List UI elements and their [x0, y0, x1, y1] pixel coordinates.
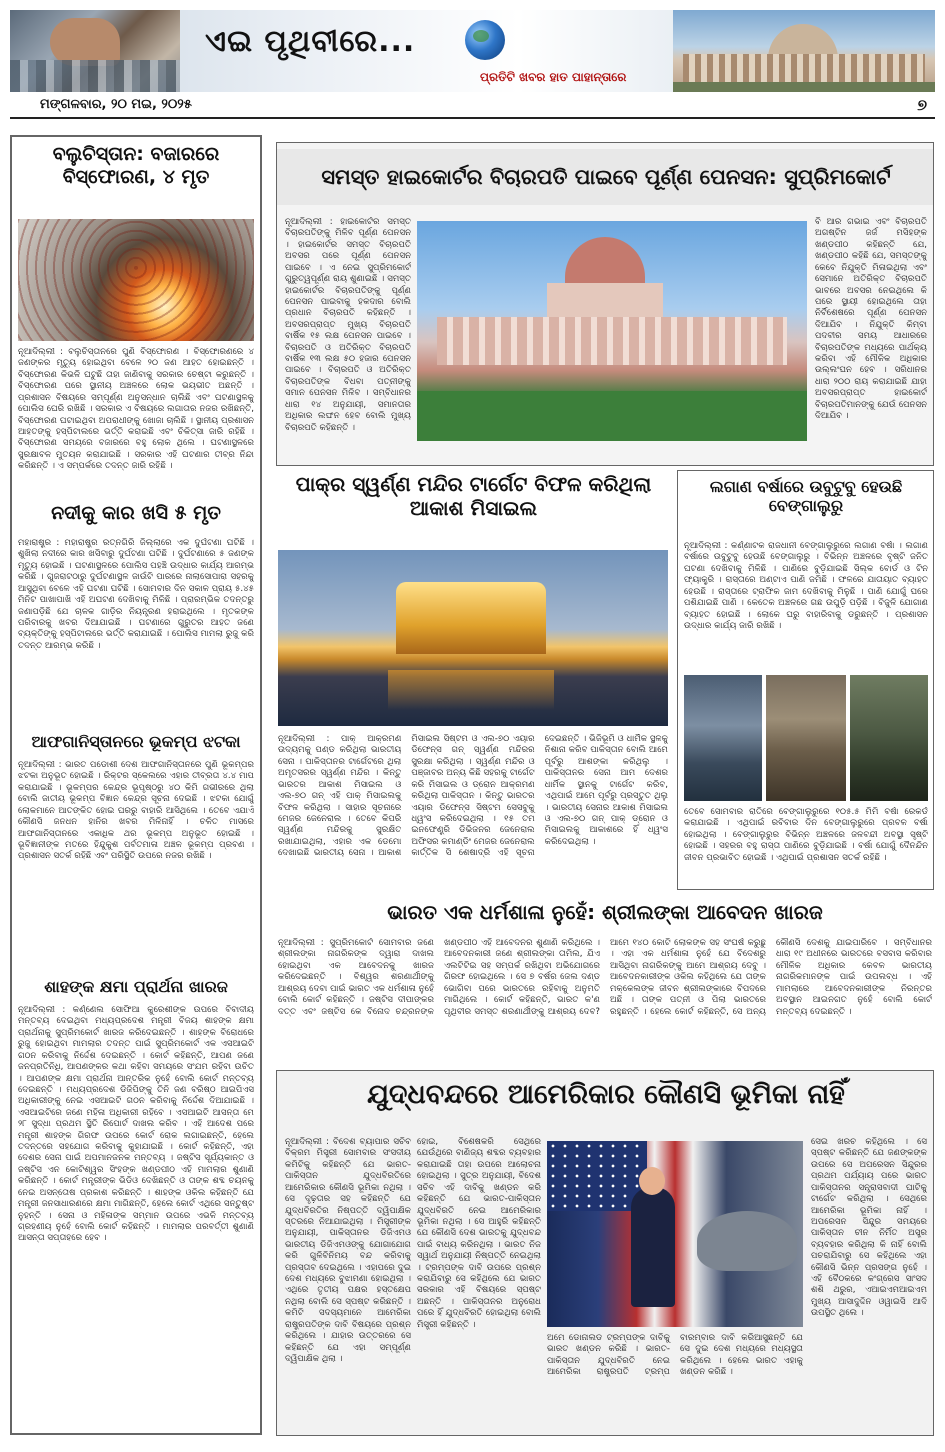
article-pension [276, 142, 934, 466]
dateline: ମଙ୍ଗଳବାର, ୨୦ ମଇ, ୨୦୨୫ [40, 97, 192, 112]
article-afghan-quake [18, 732, 254, 966]
article-shah-apology [18, 977, 254, 1425]
body-shah-apology: ନୂଆଦିଲ୍ଲୀ : କର୍ଣ୍ଣେଲ ସୋଫିଆ କୁରେଶୀଙ୍କ ଉପରେ ବିବାଦୀୟ ମନ୍ତବ୍ୟ ଦେଇଥିବା ମଧ୍ୟପ୍ରଦେଶ ମନ୍ତ୍ରୀ ବିଜୟ ଶାହଙ୍କ କ୍ଷମା ପ୍ରାର୍ଥନାକୁ ସୁପ୍ରିମକୋର୍ଟ ଖାରଜ କରିଦେଇଛନ୍ତି । ଶାହଙ୍କ ବିରୋଧରେ ରୁଜୁ ହୋଇଥିବା ମାମଲାର ତଦନ୍ତ ପାଇଁ ସୁପ୍ରିମକୋର୍ଟ ଏକ ଏସଆଇଟି ଗଠନ କରିବାକୁ ନିର୍ଦ୍ଦେଶ ଦେଇଛନ୍ତି । କୋର୍ଟ କହିଛନ୍ତି, ଆପଣ ଜଣେ ଜନପ୍ରତିନିଧି, ଆପଣଙ୍କର କଥା କହିବା ସମୟରେ ସଂଯମ ରହିବା ଉଚିତ । ଆପଣଙ୍କ କ୍ଷମା ପ୍ରାର୍ଥନା ଆନ୍ତରିକ ନୁହେଁ ବୋଲି କୋର୍ଟ ମନ୍ତବ୍ୟ ଦେଇଛନ୍ତି । ମଧ୍ୟପ୍ରଦେଶ ଡିଜିପିଙ୍କୁ ତିନି ଜଣ ବରିଷ୍ଠ ଆଇପିଏସ ଅଧିକାରୀଙ୍କୁ ନେଇ ଏସଆଇଟି ଗଠନ କରିବାକୁ ନିର୍ଦ୍ଦେଶ ଦିଆଯାଇଛି । ଏସଆଇଟିରେ ଜଣେ ମହିଳା ଅଧିକାରୀ ରହିବେ । ଏସଆଇଟି ଆସନ୍ତା ମେ ୨୮ ସୁଦ୍ଧା ପ୍ରଥମ ସ୍ଥିତି ରିପୋର୍ଟ ଦାଖଲ କରିବ । ଏହି ଆଦେଶ ପରେ ମନ୍ତ୍ରୀ ଶାହଙ୍କ ଗିରଫ ଉପରେ କୋର୍ଟ ରୋକ ଲଗାଇଛନ୍ତି, ହେଲେ ତଦନ୍ତରେ ସହଯୋଗ କରିବାକୁ କୁହାଯାଇଛି । କୋର୍ଟ କହିଛନ୍ତି, ଏହା ଦେଶର ସେନା ପାଇଁ ଅପମାନଜନକ ମନ୍ତବ୍ୟ । ଜଷ୍ଟିସ ସୂର୍ଯ୍ୟକାନ୍ତ ଓ ଜଷ୍ଟିସ ଏନ କୋଟିଶ୍ୱର ସିଂହଙ୍କ ଖଣ୍ଡପୀଠ ଏହି ମାମଲାର ଶୁଣାଣି କରିଛନ୍ତି । କୋର୍ଟ ମନ୍ତ୍ରୀଙ୍କ ଭିଡିଓ ଦେଖିଛନ୍ତି ଓ ତାଙ୍କ ଶବ୍ଦ ଚୟନକୁ ନେଇ ଅସନ୍ତୋଷ ପ୍ରକାଶ କରିଛନ୍ତି । ଶାହଙ୍କ ଓକିଲ କହିଛନ୍ତି ଯେ ମନ୍ତ୍ରୀ ଜନସାଧାରଣରେ କ୍ଷମା ମାଗିଛନ୍ତି, ହେଲେ କୋର୍ଟ ଏଥିରେ ସନ୍ତୁଷ୍ଟ ନୁହନ୍ତି । ସେନା ଓ ମହିଳାଙ୍କ ସମ୍ମାନ ଉପରେ ଏଭଳି ମନ୍ତବ୍ୟ ଗ୍ରହଣୀୟ ନୁହେଁ ବୋଲି କୋର୍ଟ କହିଛନ୍ତି । ମାମଲାର ପରବର୍ତ୍ତୀ ଶୁଣାଣି ଆସନ୍ତା ସପ୍ତାହରେ ହେବ । [18, 1005, 254, 1244]
body-us-ceasefire-left: ନୂଆଦିଲ୍ଲୀ : ବିଦେଶ ବ୍ୟାପାର ସଚିବ ବିକ୍ରମ ମିସ୍ତ୍ରୀ ସୋମବାର ସଂସଦୀୟ କମିଟିକୁ କହିଛନ୍ତି ଯେ ଭାରତ-ପାକିସ୍ତାନ ଯୁଦ୍ଧବିରତିରେ ଆମେରିକାର କୌଣସି ଭୂମିକା ନଥିଲା । ସେ ଦୃଢ଼ତାର ସହ କହିଛନ୍ତି ଯେ ଯୁଦ୍ଧବିରତିର ନିଷ୍ପତ୍ତି ଦ୍ୱିପାକ୍ଷିକ ସ୍ତରରେ ନିଆଯାଇଥିଲା । ମିସ୍ତ୍ରୀଙ୍କ ଅନୁଯାୟୀ, ପାକିସ୍ତାନର ଡିଜିଏମଓ ଭାରତୀୟ ଡିଜିଏମଓଙ୍କୁ ଯୋଗାଯୋଗ କରି ଗୁଳିବିନିମୟ ବନ୍ଦ କରିବାକୁ ପ୍ରସ୍ତାବ ଦେଇଥିଲେ । ଏହାପରେ ଦୁଇ ଦେଶ ମଧ୍ୟରେ ବୁଝାମଣା ହୋଇଥିଲା । ଏଥିରେ ତୃତୀୟ ପକ୍ଷର ହସ୍ତକ୍ଷେପ ନଥିଲା ବୋଲି ସେ ସ୍ପଷ୍ଟ କରିଛନ୍ତି । କମିଟି ସଦସ୍ୟମାନେ ଆମେରିକା ରାଷ୍ଟ୍ରପତିଙ୍କ ଦାବି ବିଷୟରେ ପ୍ରଶ୍ନ କରିଥିଲେ । ଯାହାର ଉତ୍ତରରେ ସେ କହିଛନ୍ତି ଯେ ଏହା ସମ୍ପୂର୍ଣ୍ଣ ଦ୍ୱିପାକ୍ଷିକ ଥିଲା । [285, 1137, 411, 1365]
article-baluchistan [18, 143, 254, 497]
blast-photo [18, 219, 254, 341]
article-bengaluru-rain [677, 470, 934, 890]
golden-temple-photo [278, 550, 668, 726]
body-pension-right: ବି ଆର ଗଭାଇ ଏବଂ ବିଚାରପତି ଅଗଷ୍ଟିନ ଜର୍ଜ ମସିହଙ୍କ ଖଣ୍ଡପୀଠ କହିଛନ୍ତି ଯେ, ଖଣ୍ଡପୀଠ କହିଛି ଯେ, ସମସ୍ତଙ୍କୁ କେବେ ନିଯୁକ୍ତି ମିଳାଇଥିଲା ଏବଂ ସେମାନେ ଅତିରିକ୍ତ ବିଚାରପତି ଭାବରେ ଅବସର ନେଇଥିଲେ କି ପରେ ସ୍ଥାୟୀ ହୋଇଥିଲେ ତାହା ନିର୍ବିଶେଷରେ ପୂର୍ଣ୍ଣ ପେନସନ ଦିଆଯିବ । ନିଯୁକ୍ତି କିମ୍ବା ପଦବୀର ସମୟ ଆଧାରରେ ବିଚାରପତିଙ୍କ ମଧ୍ୟରେ ପାର୍ଥକ୍ୟ କରିବା ଏହି ମୌଳିକ ଅଧିକାର ଉଲ୍ଲଂଘନ ହେବ । ସରିଧାନର ଧାରା ୨୦୦ ରାୟ କରାଯାଇଛି ଯାହା ଅବସରପ୍ରାପ୍ତ ହାଇକୋର୍ଟ ବିଚାରପତିମାନଙ୍କୁ ଯେଉଁ ପେନସନ ଦିଆଯିବ । [815, 217, 927, 422]
body-bengaluru-rain: ନୂଆଦିଲ୍ଲୀ : କର୍ଣ୍ଣାଟକ ରାଜଧାନୀ ବେଙ୍ଗାଲୁରୁରେ ଲଗାଣ ବର୍ଷା । ଲଗାଣ ବର୍ଷାରେ ଉବୁଟୁବୁ ହେଉଛି ବେଙ୍ଗାଲୁରୁ । ବିଭିନ୍ନ ଅଞ୍ଚଳରେ ବୃଷ୍ଟି ଜନିତ ଘଟଣା ଦେଖିବାକୁ ମିଳିଛି । ପାଣିରେ ବୁଡ଼ିଯାଇଛି ସିଲ୍କ ବୋର୍ଡ ଓ ଟିନ ଫ୍ୟାକ୍ଟ୍ରି । ରାସ୍ତାରେ ଅଣ୍ଟାଏ ପାଣି ଜମିଛି । ଫଳରେ ଯାତାୟାତ ବ୍ୟାହତ ହେଉଛି । ରାସ୍ତାରେ ଟ୍ରାଫିକ ଜାମ ଦେଖିବାକୁ ମିଳୁଛି । ପାଣି ଯୋଗୁଁ ଘରେ ପଶିଯାଇଛି ପାଣି । କେତେକ ଅଞ୍ଚଳରେ ଗଛ ଉପୁଡ଼ି ପଡ଼ିଛି । ବିଜୁଳି ଯୋଗାଣ ବ୍ୟାହତ ହୋଇଛି । ଲୋକେ ଘରୁ ବାହାରିବାକୁ ଡରୁଛନ୍ତି । ପ୍ରଶାସନ ଉଦ୍ଧାର କାର୍ଯ୍ୟ ଜାରି ରଖିଛି । [684, 541, 928, 631]
body-us-ceasefire-right: ସେଇ ଖରଚ କହିଥିଲେ । ସେ ସ୍ପଷ୍ଟ କରିଛନ୍ତି ଯେ ଜଣଙ୍କଙ୍କ ଉପରେ ସେ ଅପରେସନ ସିନ୍ଦୁରର ପ୍ରଥମ ପର୍ଯ୍ୟାୟ ପରେ ଭାରତ ପାକିସ୍ତାନର ସନ୍ତ୍ରାସବାଦୀ ଘାଟିକୁ ଟାର୍ଗେଟ କରିଥିଲା । ସେଥିରେ ଆମେରିକା ଭୂମିକା ନାହିଁ । ଅପରେସନ ସିନ୍ଦୁର ସମୟରେ ପାକିସ୍ତାନ ଚୀନ ନିର୍ମିତ ଅସ୍ତ୍ର ବ୍ୟବହାର କରିଥିଲା କି ନାହିଁ ବୋଲି ପଚରାଯିବାରୁ ସେ କହିଥିଲେ ଏହା କୌଣସି ଭିନ୍ନ ପ୍ରସଙ୍ଗ ନୁହେଁ । ଏହି ବୈଠକରେ କଂଗ୍ରେସ ସାଂସଦ ଶଶି ଥରୁର, ଏଆଇଏମଆଇଏମ ମୁଖ୍ୟ ଆସାଦୁଦ୍ଦିନ ଓୱାଇସି ଆଦି ଉପସ୍ଥିତ ଥିଲେ । [811, 1137, 927, 1319]
article-dharamshala [276, 896, 934, 1064]
body-baluchistan: ନୂଆଦିଲ୍ଲୀ : ବଲୁଚିସ୍ତାନରେ ପୁଣି ବିସ୍ଫୋରଣ । ବିସ୍ଫୋରଣରେ ୪ ଜଣଙ୍କର ମୃତ୍ୟୁ ହୋଇଥିବା ବେଳେ ୨୦ ଜଣ ଆହତ ହୋଇଛନ୍ତି । ବିସ୍ଫୋରଣ କିଭଳି ଘଟୁଛି ତାହା ଜାଣିବାକୁ ସରକାର ଚେଷ୍ଟା କରୁଛନ୍ତି । ବିସ୍ଫୋରଣ ପରେ ସ୍ଥାନୀୟ ଅଞ୍ଚଳରେ ଲୋକ ଭୟଭୀତ ଅଛନ୍ତି । ପ୍ରଶାସନ ବିଷୟରେ ସମ୍ପୂର୍ଣ୍ଣ ଅନୁସନ୍ଧାନ ଚାଲିଛି ଏବଂ ଘଟଣାସ୍ଥଳକୁ ପୋଲିସ ଘେରି ରଖିଛି । ସରକାର ଏ ବିଷୟରେ ଲଗାତାର ନଜର ରଖିଛନ୍ତି, ବିସ୍ଫୋରଣ ଘଟାଇଥିବା ଅପରାଧୀଙ୍କୁ ଖୋଜା ଚାଲିଛି । ସ୍ଥାନୀୟ ପ୍ରଶାସନ ଆହତଙ୍କୁ ହସ୍ପିଟାଲରେ ଭର୍ତ୍ତି କରାଇଛି ଏବଂ ଚିକିତ୍ସା ଜାରି ରହିଛି । ବିସ୍ଫୋରଣ ସମୟରେ ବଜାରରେ ବହୁ ଲୋକ ଥିଲେ । ଘଟଣାସ୍ଥଳରେ ସୁରକ୍ଷାବଳ ମୁତୟନ କରାଯାଇଛି । ସରକାର ଏହି ଘଟଣାର ତୀବ୍ର ନିନ୍ଦା କରିଛନ୍ତି । ଏ ସମ୍ପର୍କରେ ତଦନ୍ତ ଜାରି ରହିଛି । [18, 347, 254, 472]
supreme-court-photo [417, 221, 807, 441]
headline-us-ceasefire: ଯୁଦ୍ଧବନ୍ଦରେ ଆମେରିକାର କୌଣସି ଭୂମିକା ନାହିଁ [367, 1079, 845, 1110]
left-column [10, 135, 262, 1435]
headline-shah-apology: ଶାହଙ୍କ କ୍ଷମା ପ୍ରାର୍ଥନା ଖାରଜ [44, 977, 228, 996]
headline-bengaluru-rain: ଲଗାଣ ବର୍ଷାରେ ଉବୁଟୁବୁ ହେଉଛି ବେଙ୍ଗାଲୁରୁ [709, 477, 903, 516]
body-river-car: ମହାରାଷ୍ଟ୍ର : ମହାରାଷ୍ଟ୍ର ରତ୍ନଗିରି ଜିଲ୍ଲାରେ ଏକ ଦୁର୍ଘଟଣା ଘଟିଛି । ଶୁଖିଲା ନଦୀରେ କାର ଖସିବାରୁ ଦୁର୍ଘଟଣା ଘଟିଛି । ଦୁର୍ଘଟଣାରେ ୫ ଜଣଙ୍କ ମୃତ୍ୟୁ ହୋଇଛି । ଘଟଣାସ୍ଥଳରେ ପୋଲିସ ପହଞ୍ଚି ଉଦ୍ଧାର କାର୍ଯ୍ୟ ଆରମ୍ଭ କରିଛି । ଗୁଜରାଟଠାରୁ ଦୁର୍ଘଟଣାସ୍ଥଳ ଜାଉଁଟି ପାରରେ ନାଲାସୋପାରା ସହରକୁ ଆସୁଥିବା ବେଳେ ଏହି ଘଟଣା ଘଟିଛି । ସୋମବାର ଦିନ ସକାଳ ପ୍ରାୟ ୫.୪୫ ମିନିଟ ପାଖାପାଖି ଏହି ଅଘଟଣ ଦେଖିବାକୁ ମିଳିଛି । ପ୍ରାରମ୍ଭିକ ତଦନ୍ତରୁ ଜଣାପଡ଼ିଛି ଯେ ଚାଳକ ଗାଡ଼ିର ନିୟନ୍ତ୍ରଣ ହରାଇଥିଲେ । ମୃତକଙ୍କ ପରିବାରକୁ ଖବର ଦିଆଯାଇଛି । ଘଟଣାରେ ଗୁରୁତର ଆହତ ଜଣେ ବ୍ୟକ୍ତିଙ୍କୁ ହସ୍ପିଟାଲରେ ଭର୍ତ୍ତି କରାଯାଇଛି । ପୋଲିସ ମାମଲା ରୁଜୁ କରି ତଦନ୍ତ ଆରମ୍ଭ କରିଛି । [18, 538, 254, 651]
headline-golden-temple: ପାକ୍‌ର ସ୍ୱର୍ଣ୍ଣ ମନ୍ଦିର ଟାର୍ଗେଟ ବିଫଳ କରିଥିଲା ଆକାଶ ମିସାଇଲ [295, 472, 652, 520]
body-pension-left: ନୂଆଦିଲ୍ଲୀ : ହାଇକୋର୍ଟର ସମସ୍ତ ବିଚାରପତିଙ୍କୁ ମିଳିବ ପୂର୍ଣ୍ଣ ପେନସନ । ହାଇକୋର୍ଟର ସମସ୍ତ ବିଚାରପତି ଅବସର ପରେ ପୂର୍ଣ୍ଣ ପେନସନ ପାଇବେ । ଏ ନେଇ ସୁପ୍ରିମକୋର୍ଟ ଗୁରୁତ୍ୱପୂର୍ଣ୍ଣ ରାୟ ଶୁଣାଇଛି । ସମସ୍ତ ହାଇକୋର୍ଟର ବିଚାରପତିଙ୍କୁ ପୂର୍ଣ୍ଣ ପେନସନ ପାଇବାକୁ ହକଦାର ବୋଲି ପ୍ରଧାନ ବିଚାରପତି କହିଛନ୍ତି । ଅବସରପ୍ରାପ୍ତ ମୁଖ୍ୟ ବିଚାରପତି ବାର୍ଷିକ ୧୫ ଲକ୍ଷ ପେନସନ ପାଇବେ । ବିଚାରପତି ଓ ଅତିରିକ୍ତ ବିଚାରପତି ବାର୍ଷିକ ୧୩ ଲକ୍ଷ ୫୦ ହଜାର ପେନସନ ପାଇବେ । ବିଚାରପତି ଓ ଅତିରିକ୍ତ ବିଚାରପତିଙ୍କ ବିଧବା ପତ୍ନୀଙ୍କୁ ସମାନ ପେନସନ ମିଳିବ । ସମ୍ବିଧାନର ଧାରା ୧୪ ଅନୁଯାୟୀ, ସମାନତାର ଅଧିକାର ଲଙ୍ଘନ ହେବ ବୋଲି ମୁଖ୍ୟ ବିଚାରପତି କହିଛନ୍ତି । [285, 217, 411, 433]
page-number: ୭ [917, 95, 927, 114]
rain-photo-1 [684, 675, 762, 801]
top-rule [10, 117, 935, 119]
headline-pension: ସମସ୍ତ ହାଇକୋର୍ଟର ବିଚାରପତି ପାଇବେ ପୂର୍ଣ୍ଣ ପେନସନ: ସୁପ୍ରିମକୋର୍ଟ [277, 149, 934, 205]
body-afghan-quake: ନୂଆଦିଲ୍ଲୀ : ଭାରତ ପଡୋଶୀ ଦେଶ ଆଫଗାନିସ୍ତାନରେ ପୁଣି ଭୂକମ୍ପର ଝଟକା ଅନୁଭୂତ ହୋଇଛି । ରିକ୍ଟର ସ୍କେଲରେ ଏହାର ତୀବ୍ରତା ୪.୪ ମାପ କରାଯାଇଛି । ଭୂକମ୍ପର କେନ୍ଦ୍ର ଭୂପୃଷ୍ଠରୁ ୪୦ କିମି ଗଭୀରରେ ଥିଲା ବୋଲି ଜାତୀୟ ଭୂକମ୍ପ ବିଜ୍ଞାନ କେନ୍ଦ୍ର ସୂଚନା ଦେଇଛି । ଝଟକା ଯୋଗୁଁ ଲୋକମାନେ ଆତଙ୍କିତ ହୋଇ ଘରରୁ ବାହାରି ଆସିଥିଲେ । ତେବେ ଏଯାଏଁ କୌଣସି ଜନଧନ ହାନିର ଖବର ମିଳିନାହିଁ । ଚଳିତ ମାସରେ ଆଫଗାନିସ୍ତାନରେ ଏକାଧିକ ଥର ଭୂକମ୍ପ ଅନୁଭୂତ ହୋଇଛି । ଭୂବିଜ୍ଞାନୀଙ୍କ ମତରେ ହିନ୍ଦୁକୁଶ ପର୍ବତମାଳା ଅଞ୍ଚଳ ଭୂକମ୍ପ ପ୍ରବଣ । ପ୍ରଶାସନ ସତର୍କ ରହିଛି ଏବଂ ପରିସ୍ଥିତି ଉପରେ ନଜର ରଖିଛି । [18, 760, 254, 862]
rain-photo-2 [766, 675, 846, 801]
trump-photo [547, 1141, 803, 1327]
headline-dharamshala: ଭାରତ ଏକ ଧର୍ମଶାଳା ନୁହେଁ: ଶ୍ରୀଲଙ୍କା ଆବେଦନ ଖାରଜ [387, 900, 823, 924]
headline-afghan-quake: ଆଫଗାନିସ୍ତାନରେ ଭୂକମ୍ପ ଝଟକା [31, 732, 241, 751]
body-us-ceasefire-mid: ହୋଇ, ବିଶେଷକରି ସେଥିରେ ଯେଉଁଥିରେ ବାଣିଜ୍ୟ ଶବ୍ଦର ବ୍ୟବହାର କରାଯାଇଛି ତାହା ଉପରେ ଆଲୋଚନା ହୋଇଥିଲା । ସୁତ୍ର ଅନୁଯାୟୀ, ବିଦେଶ ସଚିବ ଏହି ଦାବିକୁ ଖଣ୍ଡନ କରି କହିଛନ୍ତି ଯେ ଭାରତ-ପାକିସ୍ତାନ ଯୁଦ୍ଧବିରତି ନେଇ ଆମେରିକାର ଭୂମିକା ନଥିଲା । ସେ ଆହୁରି କହିଛନ୍ତି ଯେ କୌଣସି ଦେଶ ଭାରତକୁ ଯୁଦ୍ଧବନ୍ଦ ପାଇଁ ବାଧ୍ୟ କରିନଥିଲା । ଭାରତ ନିଜ ସ୍ୱାର୍ଥ ଅନୁଯାୟୀ ନିଷ୍ପତ୍ତି ନେଇଥିଲା । ଟ୍ରମ୍ପଙ୍କ ଦାବି ଉପରେ ପ୍ରଶ୍ନ କରାଯିବାରୁ ସେ କହିଥିଲେ ଯେ ଭାରତ ସରକାର ଏହି ବିଷୟରେ ସ୍ପଷ୍ଟ ଅଛନ୍ତି । ପାକିସ୍ତାନର ଅନୁରୋଧ ପରେ ହିଁ ଯୁଦ୍ଧବିରତି ହୋଇଥିଲା ବୋଲି ମିସ୍ତ୍ରୀ କହିଛନ୍ତି । [417, 1137, 541, 1330]
parliament-building-photo [673, 10, 935, 92]
globe-icon [465, 20, 505, 60]
caption-us-ceasefire: ଅମେ ଡୋନାଲଡ ଟ୍ରମ୍ପଙ୍କ ଦାବିକୁ ଭାରତ ଖଣ୍ଡନ କରିଛି । ଭାରତ-ପାକିସ୍ତାନ ଯୁଦ୍ଧବିରତି ନେଇ ଆମେରିକା ରାଷ୍ଟ୍ରପତି ଟ୍ରମ୍ପ ବାରମ୍ବାର ଦାବି କରିଆସୁଛନ୍ତି ଯେ ସେ ଦୁଇ ଦେଶ ମଧ୍ୟରେ ମଧ୍ୟସ୍ଥତା କରିଥିଲେ । ହେଲେ ଭାରତ ଏହାକୁ ଖଣ୍ଡନ କରିଛି । [547, 1333, 803, 1378]
money-counting-photo [10, 10, 180, 92]
headline-river-car: ନଦୀକୁ କାର ଖସି ୫ ମୃତ [51, 502, 221, 524]
newspaper-tagline: ପ୍ରତିଟି ଖବର ହାତ ପାହାନ୍ତାରେ [480, 70, 627, 84]
article-us-ceasefire [276, 1070, 934, 1436]
article-river-car [18, 502, 254, 713]
caption-bengaluru-rain: ତେବେ ସୋମବାର ରାତିରେ ବେଙ୍ଗାଲୁରୁରେ ୧୦୫.୫ ମିମି ବର୍ଷା ରେକର୍ଡ କରାଯାଇଛି । ଏଥିପାଇଁ ରବିବାର ଦିନ ବେଙ୍ଗାଲୁରୁରେ ପ୍ରବଳ ବର୍ଷା ହୋଇଥିଲା । ବେଙ୍ଗାଲୁରୁର ବିଭିନ୍ନ ଅଞ୍ଚଳରେ ଜଳବନ୍ଦୀ ଅବସ୍ଥା ସୃଷ୍ଟି ହୋଇଛି । ସହରର ବହୁ ରାସ୍ତା ପାଣିରେ ବୁଡ଼ିଯାଇଛି । ବର୍ଷା ଯୋଗୁଁ ଦୈନନ୍ଦିନ ଜୀବନ ପ୍ରଭାବିତ ହୋଇଛି । ଏଥିପାଇଁ ପ୍ରଶାସନ ସତର୍କ ରହିଛି । [684, 807, 928, 863]
masthead [10, 10, 935, 92]
article-golden-temple [276, 466, 671, 890]
newspaper-title: ଏଇ ପୃଥିବୀରେ... [205, 24, 416, 59]
body-golden-temple: ନୂଆଦିଲ୍ଲୀ : ପାକ୍ ଆକ୍ରମଣ ଉଦ୍ୟମକୁ ପଣ୍ଡ କରିଥିଲା ଭାରତୀୟ ସେନା । ପାକିସ୍ତାନର ଟାର୍ଗେଟରେ ଥିଲା ଅମୃତସରର ସ୍ୱର୍ଣ୍ଣ ମନ୍ଦିର । କିନ୍ତୁ ଭାରତର ଆକାଶ ମିସାଇଲ ଓ ଏଲ-୭୦ ଗନ୍ ଏହି ପାକ୍ ମିସାଇଲକୁ ବିଫଳ କରିଥିଲା । ସାହାର ସୂଚନାରେ ମେଜର ଜେନେରାଲ । ତେବେ କିପରି ସ୍ୱର୍ଣ୍ଣ ମନ୍ଦିରକୁ ସୁରକ୍ଷିତ ରଖାଯାଇଥିଲା, ଏହାର ଏକ ଡେମୋ ଦେଖାଇଛି ଭାରତୀୟ ସେନା । ଆକାଶ ମିସାଇଲ ସିଷ୍ଟମ ଓ ଏଲ-୭୦ ଏୟାର ଡିଫେନ୍ସ ଗନ୍ ସ୍ୱର୍ଣ୍ଣ ମନ୍ଦିରର ସୁରକ୍ଷା କରିଥିଲା । ସ୍ୱର୍ଣ୍ଣ ମନ୍ଦିର ଓ ପଞ୍ଜାବର ଅନ୍ୟ କିଛି ସହରକୁ ଟାର୍ଗେଟ କରି ମିସାଇଲ ଓ ଡ୍ରୋନ ଆକ୍ରମଣ କରିଥିଲା ପାକିସ୍ତାନ । କିନ୍ତୁ ଭାରତର ଏୟାର ଡିଫେନ୍ସ ସିଷ୍ଟମ ସେସବୁକୁ ଧ୍ୱଂସ କରିଦେଇଥିଲା । ୧୫ ତମ ଇନଫେଣ୍ଟ୍ରି ଡିଭିଜନର ଜେନେରାଲ ଅଫିସର କମାଣ୍ଡିଂ ମେଜର ଜେନେରାଲ କାର୍ତ୍ତିକ ସି ଶେଷାଦ୍ରି ଏହି ସୂଚନା ଦେଇଛନ୍ତି । ଭିଜିଭୂମି ଓ ଧାର୍ମିକ ସ୍ଥଳକୁ ନିଶାନା କରିବ ପାକିସ୍ତାନ ବୋଲି ଆମେ ପୂର୍ବରୁ ଆଶଙ୍କା କରିଥିଲୁ । ପାକିସ୍ତାନର ସେନା ଆମ ଦେଶର ଧାର୍ମିକ ସ୍ଥାନକୁ ଟାର୍ଗେଟ କରିବ, ଏଥିପାଇଁ ଆମେ ପୂର୍ବରୁ ପ୍ରସ୍ତୁତ ଥିଲୁ । ଭାରତୀୟ ସେନାର ଆକାଶ ମିସାଇଲ ଓ ଏଲ-୭୦ ଗନ୍ ପାକ୍ ଡ୍ରୋନ ଓ ମିସାଇଲକୁ ଆକାଶରେ ହିଁ ଧ୍ୱଂସ କରିଦେଇଥିଲା । [278, 734, 668, 859]
body-dharamshala: ନୂଆଦିଲ୍ଲୀ : ସୁପ୍ରିମକୋର୍ଟ ସୋମବାର ଜଣେ ଶ୍ରୀଲଙ୍କା ନାଗରିକଙ୍କ ଦ୍ୱାରା ଦାଖଲ ହୋଇଥିବା ଏକ ଆବେଦନକୁ ଖାରଜ କରିଦେଇଛନ୍ତି । ବିଶ୍ୱର ଶରଣାର୍ଥୀଙ୍କୁ ଆଶ୍ରୟ ଦେବା ପାଇଁ ଭାରତ ଏକ ଧର୍ମଶାଳା ନୁହେଁ ବୋଲି କୋର୍ଟ କହିଛନ୍ତି । ଜଷ୍ଟିସ ଦୀପାଙ୍କର ଦତ୍ତ ଏବଂ ଜଷ୍ଟିସ କେ ବିନୋଦ ଚନ୍ଦ୍ରନଙ୍କ ଖଣ୍ଡପୀଠ ଏହି ଆବେଦନର ଶୁଣାଣି କରିଥିଲେ । ଆବେଦନକାରୀ ଜଣେ ଶ୍ରୀଲଙ୍କା ତାମିଲ, ଯିଏ ଏଲଟିଟିଇ ସହ ସମ୍ପର୍କ ରଖିଥିବା ଅଭିଯୋଗରେ ଗିରଫ ହୋଇଥିଲେ । ସେ ୭ ବର୍ଷର ଜେଲ ଦଣ୍ଡ ଭୋଗିବା ପରେ ଭାରତରେ ରହିବାକୁ ଅନୁମତି ମାଗିଥିଲେ । କୋର୍ଟ କହିଛନ୍ତି, ଭାରତ କ'ଣ ପୃଥିବୀର ସମସ୍ତ ଶରଣାର୍ଥୀଙ୍କୁ ଆଶ୍ରୟ ଦେବ? ଆମେ ୧୪୦ କୋଟି ଲୋକଙ୍କ ସହ ସଂଘର୍ଷ କରୁଛୁ । ଏହା ଏକ ଧର୍ମଶାଳା ନୁହେଁ ଯେ ବିଦେଶରୁ ଆସିଥିବା ନାଗରିକଙ୍କୁ ଆମେ ଆଶ୍ରୟ ଦେବୁ । ଆବେଦନକାରୀଙ୍କ ଓକିଲ କହିଥିଲେ ଯେ ତାଙ୍କ ମକ୍କେଲଙ୍କ ଜୀବନ ଶ୍ରୀଲଙ୍କାରେ ବିପଦରେ ଅଛି । ତାଙ୍କ ପତ୍ନୀ ଓ ପିଲା ଭାରତରେ ରହୁଛନ୍ତି । ହେଲେ କୋର୍ଟ କହିଛନ୍ତି, ସେ ଅନ୍ୟ କୌଣସି ଦେଶକୁ ଯାଇପାରିବେ । ସମ୍ବିଧାନର ଧାରା ୧୯ ଅଧୀନରେ ଭାରତରେ ବସବାସ କରିବାର ମୌଳିକ ଅଧିକାର କେବଳ ଭାରତୀୟ ନାଗରିକମାନଙ୍କ ପାଇଁ ଉପଲବ୍ଧ । ଏହି ମାମଲାରେ ଆବେଦନକାରୀଙ୍କ ନିରନ୍ତର ଅବସ୍ଥାନ ଆଇନଗତ ନୁହେଁ ବୋଲି କୋର୍ଟ ମନ୍ତବ୍ୟ ଦେଇଛନ୍ତି । [278, 938, 932, 1017]
headline-baluchistan: ବଲୁଚିସ୍ତାନ: ବଜାରରେ ବିସ୍ଫୋରଣ, ୪ ମୃତ [52, 143, 220, 188]
rain-photo-3 [850, 675, 928, 801]
